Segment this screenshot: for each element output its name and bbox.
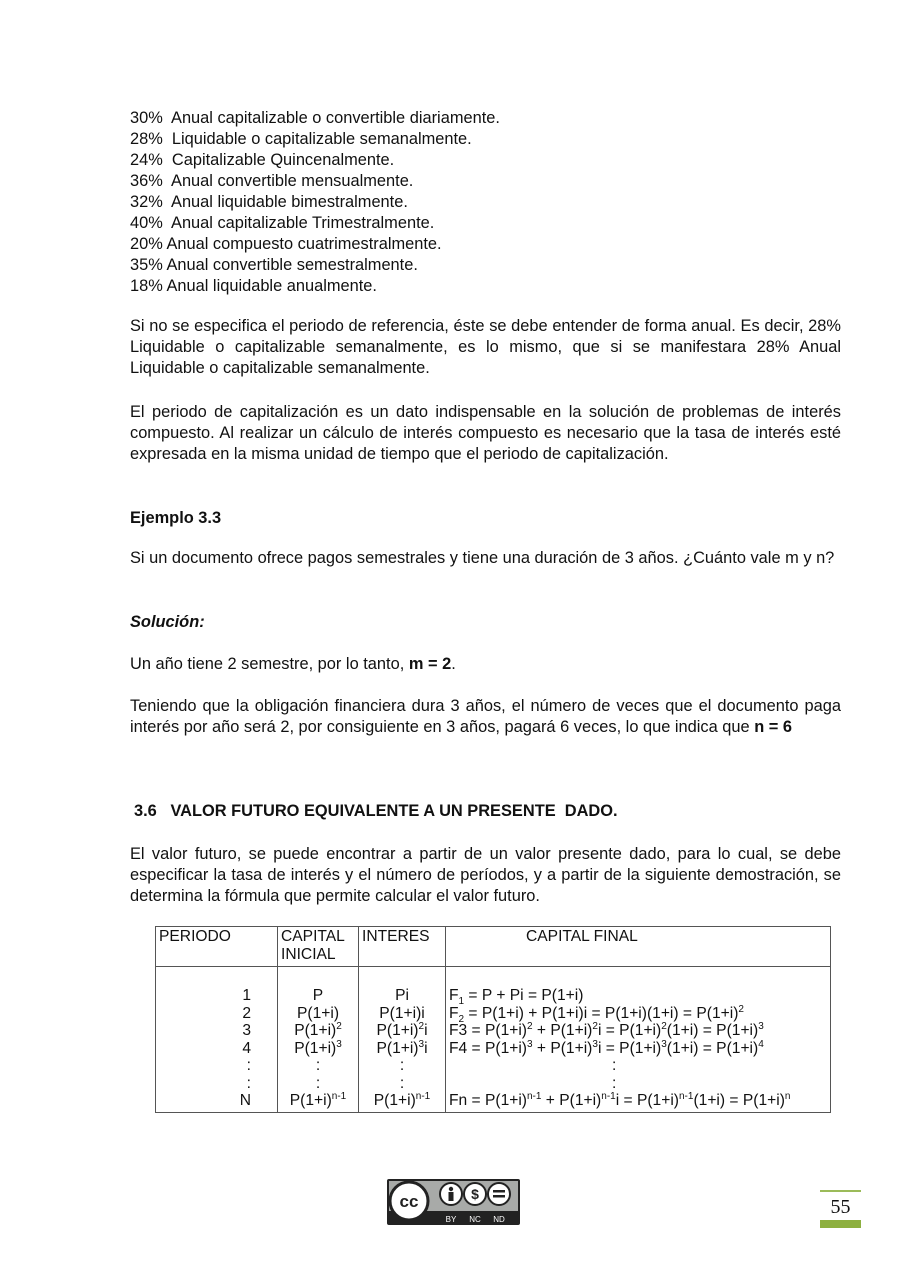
svg-text:cc: cc xyxy=(399,1192,419,1211)
superscript: 3 xyxy=(418,1038,425,1050)
superscript: 2 xyxy=(418,1020,425,1032)
subscript: 2 xyxy=(458,1013,465,1025)
header-periodo: PERIODO xyxy=(156,927,278,967)
list-item: 35% Anual convertible semestralmente. xyxy=(130,256,418,274)
cell-capital-inicial xyxy=(278,1040,359,1058)
solution-n-text: Teniendo que la obligación financiera dura 3 años, el número de veces que el documento paga interés por año será 2, por consiguiente en 3 años, pagará 6 veces, lo que indica que xyxy=(130,697,841,736)
cell-capital-final xyxy=(446,1092,831,1112)
cell-text: i xyxy=(424,1022,428,1039)
superscript: 3 xyxy=(758,1020,764,1032)
cell-capital-final xyxy=(446,1005,831,1023)
header-capital-inicial: CAPITAL INICIAL xyxy=(278,927,359,967)
list-item: 32% Anual liquidable bimestralmente. xyxy=(130,193,408,211)
cell-capital-inicial xyxy=(278,1022,359,1040)
solution-m-end: . xyxy=(451,655,456,673)
cell-interes xyxy=(359,1057,446,1075)
superscript: 3 xyxy=(592,1038,598,1050)
list-item: 36% Anual convertible mensualmente. xyxy=(130,172,414,190)
cell-text: : xyxy=(399,1074,405,1092)
table-spacer-row xyxy=(156,967,831,988)
subscript: 1 xyxy=(458,996,465,1008)
cell-text: : xyxy=(315,1074,321,1092)
header-interes: INTERES xyxy=(359,927,446,967)
svg-text:NC: NC xyxy=(469,1215,481,1224)
cell-periodo xyxy=(156,987,278,1005)
interest-rates-list xyxy=(130,108,841,297)
cell-text: 4 xyxy=(242,1039,251,1057)
list-item: 24% Capitalizable Quincenalmente. xyxy=(130,151,395,169)
cell-capital-inicial xyxy=(278,987,359,1005)
cell-text: = P + Pi = P(1+i) xyxy=(464,987,584,1004)
cell-text: Pi xyxy=(395,987,409,1004)
cell-text: N xyxy=(239,1092,251,1109)
paragraph-capitalization: El periodo de capitalización es un dato indispensable en la solución de problemas de interés compuesto. Al realizar un cálculo de interés compuesto es necesario que la tasa de interés esté expresada en la misma unidad de tiempo que el periodo de capitalización. xyxy=(130,403,841,463)
superscript: n-1 xyxy=(331,1090,347,1102)
section-text: El valor futuro, se puede encontrar a partir de un valor presente dado, para lo cual, se debe especificar la tasa de interés y el número de períodos, y a partir de la siguiente demostración, se determina la fórmula que permite calcular el valor futuro. xyxy=(130,845,841,905)
cell-capital-inicial xyxy=(278,1005,359,1023)
cell-text: i xyxy=(424,1039,428,1057)
cell-text: i = P(1+i) xyxy=(597,1039,662,1057)
cell-text: : xyxy=(246,1057,251,1074)
superscript: n-1 xyxy=(415,1090,431,1102)
creative-commons-badge xyxy=(387,1179,520,1225)
cell-periodo xyxy=(156,1022,278,1040)
cell-text: i = P(1+i) xyxy=(597,1022,662,1039)
table-row xyxy=(156,1075,831,1093)
cell-text: 3 xyxy=(242,1022,251,1039)
superscript: n-1 xyxy=(679,1090,694,1102)
cell-capital-final xyxy=(446,1075,831,1093)
cell-text: (1+i) = P(1+i) xyxy=(666,1039,759,1057)
page-number: 55 xyxy=(820,1190,861,1219)
cell-interes xyxy=(359,987,446,1005)
cell-text: : xyxy=(612,1057,617,1074)
cell-text: P(1+i) xyxy=(294,1039,337,1057)
table-header-row xyxy=(156,927,831,967)
cell-text: + P(1+i) xyxy=(532,1022,593,1039)
cell-text: = P(1+i) + P(1+i)i = P(1+i)(1+i) = P(1+i) xyxy=(464,1004,739,1022)
cell-text: : xyxy=(315,1057,321,1074)
cell-capital-final xyxy=(446,1040,831,1058)
paragraph-reference-period: Si no se especifica el periodo de referencia, éste se debe entender de forma anual. Es decir, 28% Liquidable o capitalizable semanalmente, es lo mismo, que si se manifestara 28% Anual Liquidable o capitalizable semanalmente. xyxy=(130,317,841,377)
list-item: 30% Anual capitalizable o convertible diariamente. xyxy=(130,109,500,127)
svg-text:ND: ND xyxy=(493,1215,505,1224)
solution-m-value: m = 2 xyxy=(408,655,452,673)
cell-interes xyxy=(359,1022,446,1040)
cell-periodo xyxy=(156,1092,278,1112)
superscript: 4 xyxy=(758,1038,764,1050)
table-row xyxy=(156,1057,831,1075)
section-heading: 3.6 VALOR FUTURO EQUIVALENTE A UN PRESENTE DADO. xyxy=(134,802,618,820)
cell-text: : xyxy=(246,1074,251,1092)
cell-text: P(1+i) xyxy=(296,1004,340,1022)
cell-capital-inicial xyxy=(278,1092,359,1112)
solution-n xyxy=(130,696,841,738)
superscript: 2 xyxy=(738,1003,744,1015)
cell-text: 2 xyxy=(242,1004,251,1022)
cell-text: 1 xyxy=(242,987,251,1004)
cell-text: F3 = P(1+i) xyxy=(449,1022,527,1039)
cell-text: : xyxy=(612,1074,617,1092)
cell-capital-final xyxy=(446,1057,831,1075)
superscript: 2 xyxy=(527,1020,533,1032)
list-item: 28% Liquidable o capitalizable semanalmente. xyxy=(130,130,472,148)
cell-text: i = P(1+i) xyxy=(615,1092,679,1109)
table-row xyxy=(156,987,831,1005)
list-item: 20% Anual compuesto cuatrimestralmente. xyxy=(130,235,442,253)
table-row xyxy=(156,1005,831,1023)
superscript: n xyxy=(784,1090,791,1102)
cell-text: P(1+i) xyxy=(376,1039,419,1057)
cell-text: P(1+i) xyxy=(294,1022,337,1039)
cell-text: + P(1+i) xyxy=(541,1092,602,1109)
page-number-accent-bar xyxy=(820,1220,861,1228)
cell-interes xyxy=(359,1075,446,1093)
cell-periodo xyxy=(156,1040,278,1058)
cell-text: + P(1+i) xyxy=(532,1039,593,1057)
cell-interes xyxy=(359,1040,446,1058)
superscript: n-1 xyxy=(601,1090,616,1102)
cell-text: : xyxy=(399,1057,405,1074)
svg-text:BY: BY xyxy=(445,1215,457,1224)
cell-capital-inicial xyxy=(278,1075,359,1093)
example-title: Ejemplo 3.3 xyxy=(130,509,222,527)
table-row xyxy=(156,1092,831,1112)
superscript: 2 xyxy=(336,1020,342,1032)
cell-periodo xyxy=(156,1057,278,1075)
cell-interes xyxy=(359,1005,446,1023)
cell-interes xyxy=(359,1092,446,1112)
future-value-table xyxy=(155,926,831,1113)
cell-periodo xyxy=(156,1005,278,1023)
cell-capital-final xyxy=(446,987,831,1008)
superscript: 2 xyxy=(592,1020,598,1032)
cc-by-nc-nd-logo xyxy=(387,1179,520,1225)
cell-text: Fn = P(1+i) xyxy=(449,1092,527,1109)
cell-text: P(1+i) xyxy=(376,1022,419,1039)
solution-m-text: Un año tiene 2 semestre, por lo tanto, xyxy=(130,655,409,673)
svg-text:$: $ xyxy=(471,1186,479,1202)
solution-label: Solución: xyxy=(130,613,205,631)
superscript: 2 xyxy=(661,1020,667,1032)
superscript: 3 xyxy=(336,1038,342,1050)
header-capital-final: CAPITAL FINAL xyxy=(446,927,831,967)
list-item: 18% Anual liquidable anualmente. xyxy=(130,277,377,295)
cell-text: P xyxy=(312,987,324,1004)
table-row xyxy=(156,1022,831,1040)
cell-text: (1+i) = P(1+i) xyxy=(666,1022,759,1039)
solution-m xyxy=(130,654,841,675)
cell-text: P(1+i) xyxy=(373,1092,416,1109)
cell-text: P(1+i) xyxy=(289,1092,332,1109)
superscript: 3 xyxy=(527,1038,533,1050)
cell-periodo xyxy=(156,1075,278,1093)
cell-capital-inicial xyxy=(278,1057,359,1075)
cell-capital-final xyxy=(446,1022,831,1040)
solution-n-value: n = 6 xyxy=(754,718,792,736)
list-item: 40% Anual capitalizable Trimestralmente. xyxy=(130,214,435,232)
cell-text: F xyxy=(449,1004,459,1022)
cell-text: F xyxy=(449,987,459,1004)
cell-text: (1+i) = P(1+i) xyxy=(693,1092,785,1109)
example-text: Si un documento ofrece pagos semestrales y tiene una duración de 3 años. ¿Cuánto vale m y n? xyxy=(130,549,835,567)
cell-text: F4 = P(1+i) xyxy=(449,1039,527,1057)
cell-text: P(1+i)i xyxy=(379,1004,425,1022)
table-row xyxy=(156,1040,831,1058)
superscript: 3 xyxy=(661,1038,667,1050)
superscript: n-1 xyxy=(527,1090,542,1102)
